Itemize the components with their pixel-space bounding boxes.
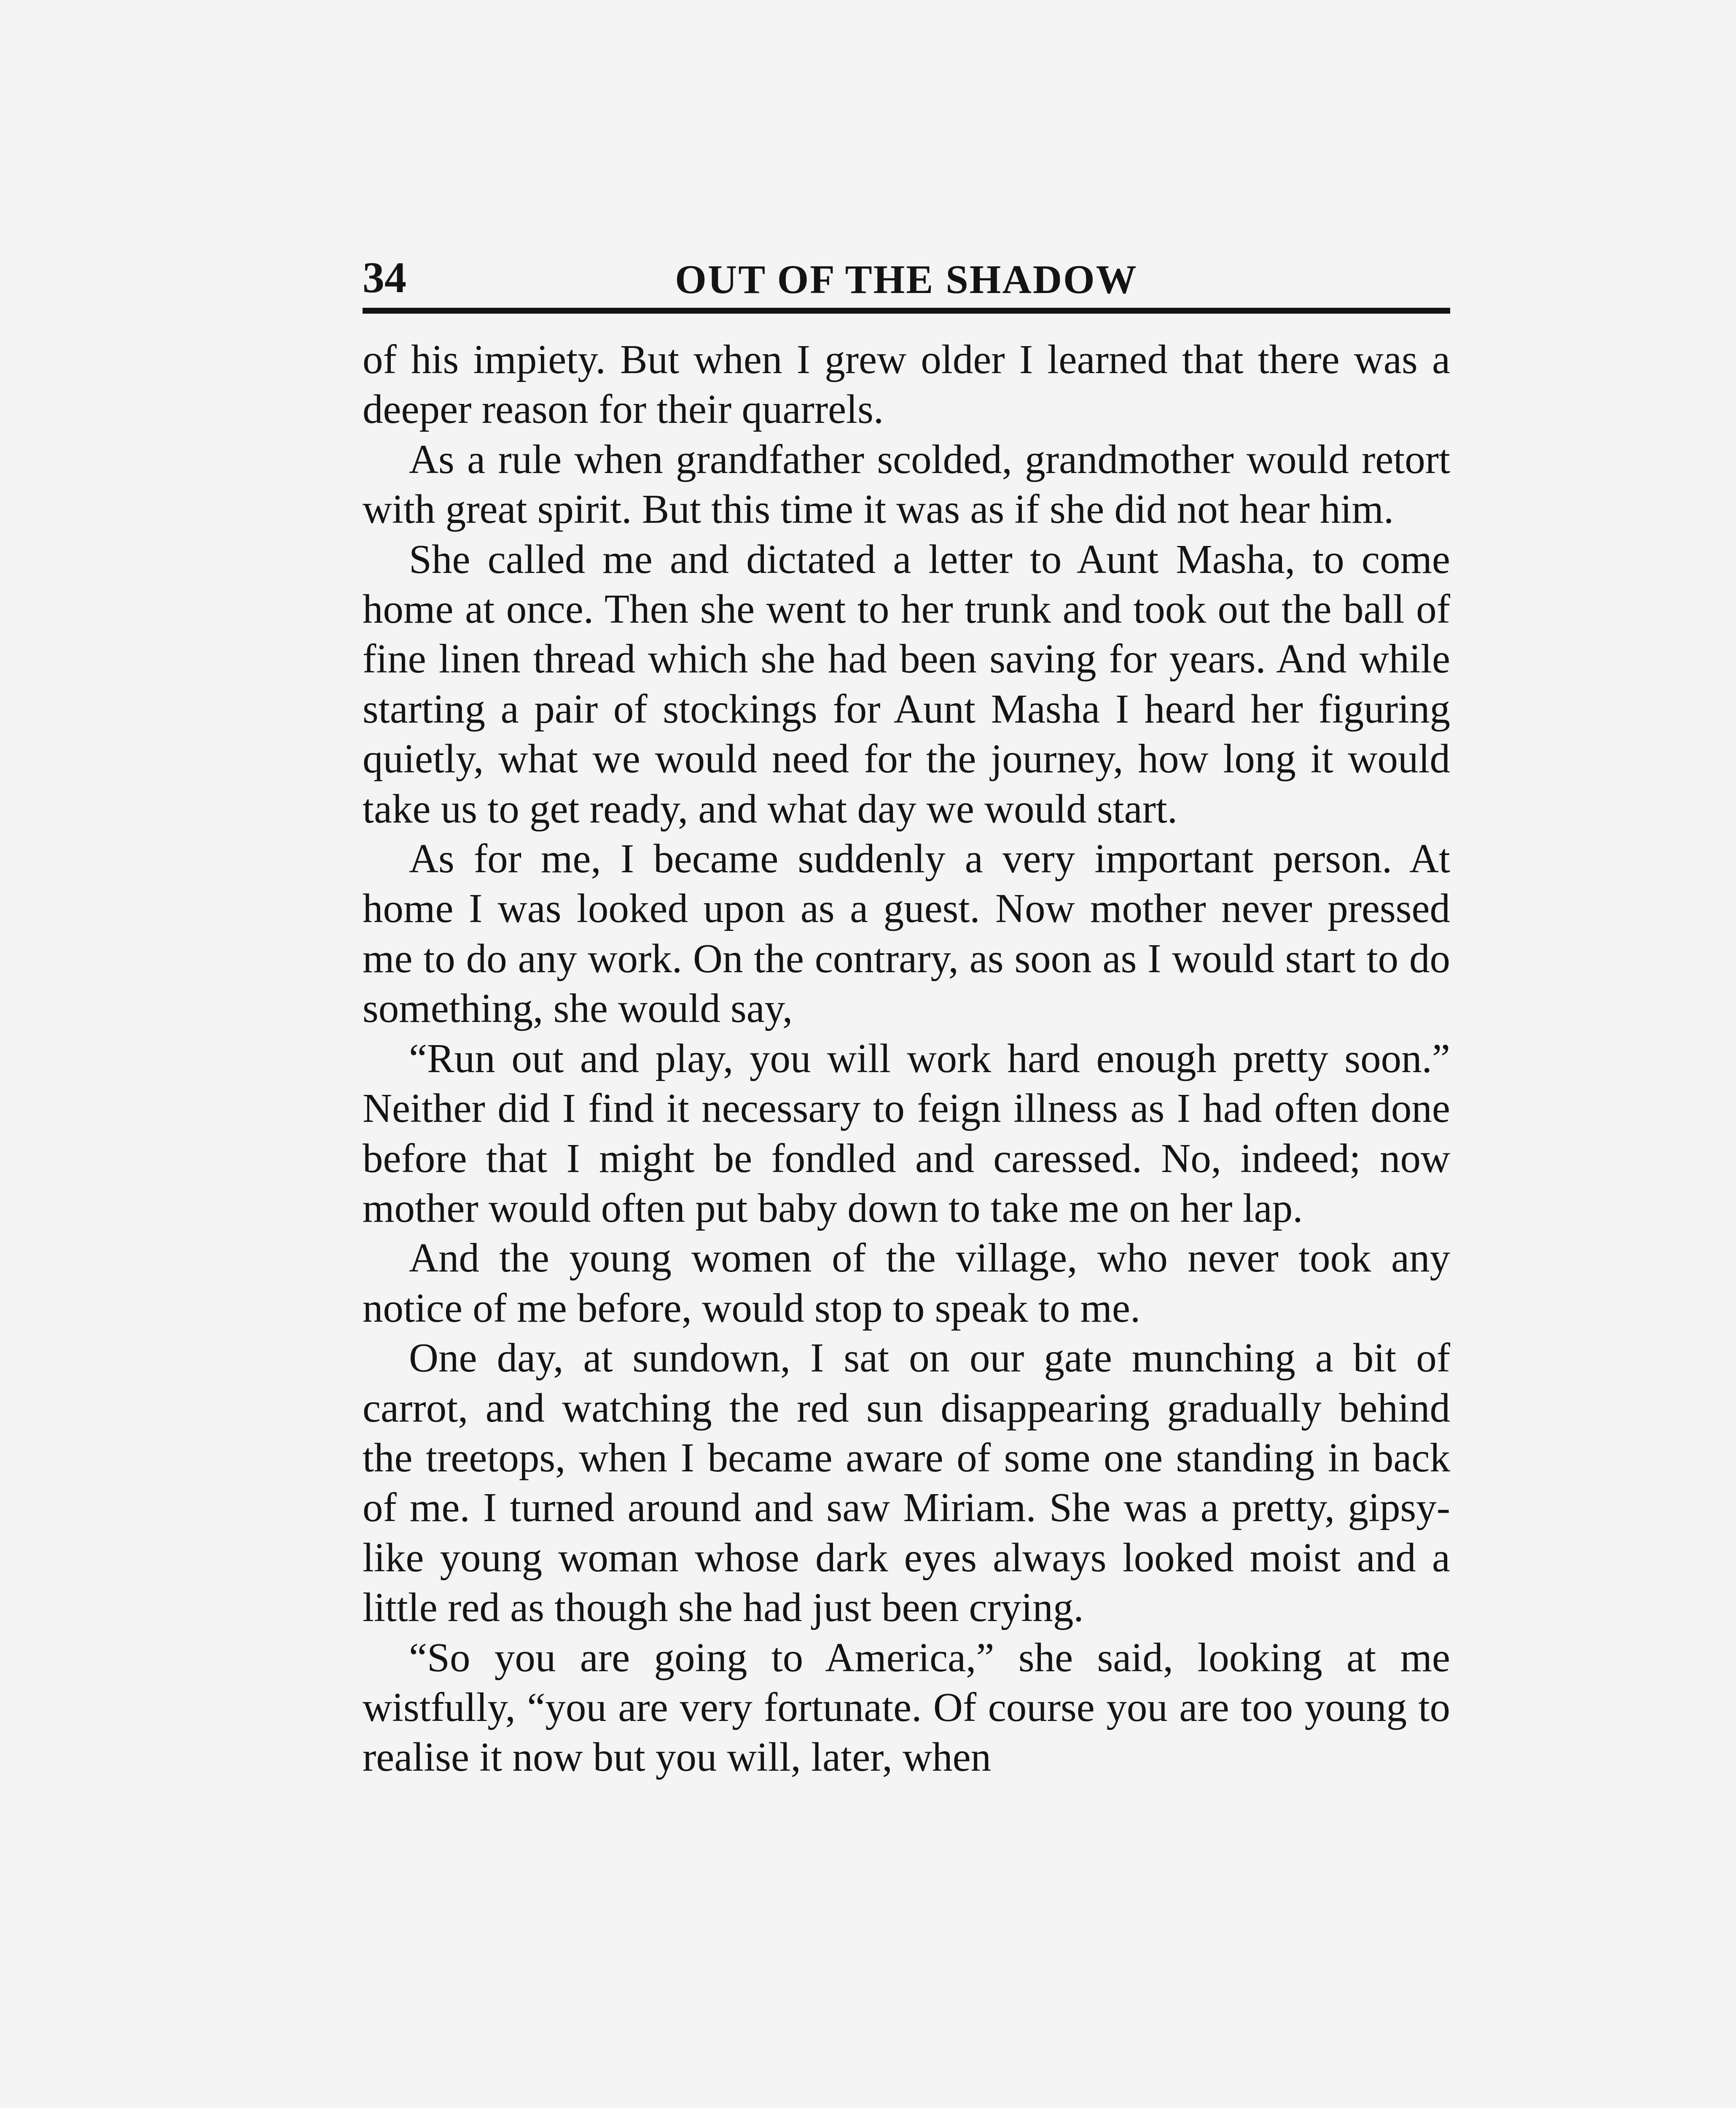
paragraph: of his impiety. But when I grew older I learned that there was a deeper reason for their quarrels. — [363, 337, 1450, 432]
body-text — [363, 335, 1450, 1783]
paragraph: As for me, I became suddenly a very important person. At home I was looked upon as a guest. Now mother never pressed me to do any work. On the contrary, as soon as I would start to do something, she would say, — [363, 836, 1450, 1031]
paragraph: She called me and dictated a letter to Aunt Masha, to come home at once. Then she went to her trunk and took out the ball of fine linen thread which she had been saving for years. And while starting a pair of stockings for Aunt Masha I heard her figuring quietly, what we would need for the journey, how long it would take us to get ready, and what day we would start. — [363, 536, 1450, 831]
text-block — [363, 236, 1450, 1783]
running-head: OUT OF THE SHADOW — [675, 257, 1138, 302]
paragraph: And the young women of the village, who never took any notice of me before, would stop to speak to me. — [363, 1235, 1450, 1331]
page-header — [363, 236, 1450, 314]
paragraph: “Run out and play, you will work hard enough pretty soon.” Neither did I find it necessary to feign illness as I had often done before that I might be fondled and caressed. No, indeed; now mother would often put baby down to take me on her lap. — [363, 1035, 1450, 1231]
paragraph: As a rule when grandfather scolded, grandmother would retort with great spirit. But this time it was as if she did not hear him. — [363, 436, 1450, 532]
page-number: 34 — [363, 253, 406, 302]
paragraph: “So you are going to America,” she said, looking at me wistfully, “you are very fortunate. Of course you are too young to realise it now but you will, later, when — [363, 1635, 1450, 1780]
paragraph: One day, at sundown, I sat on our gate munching a bit of carrot, and watching the red sun disappearing gradually behind the treetops, when I became aware of some one standing in back of me. I turned around and saw Miriam. She was a pretty, gipsy-like young woman whose dark eyes always looked moist and a little red as though she had just been crying. — [363, 1335, 1450, 1630]
